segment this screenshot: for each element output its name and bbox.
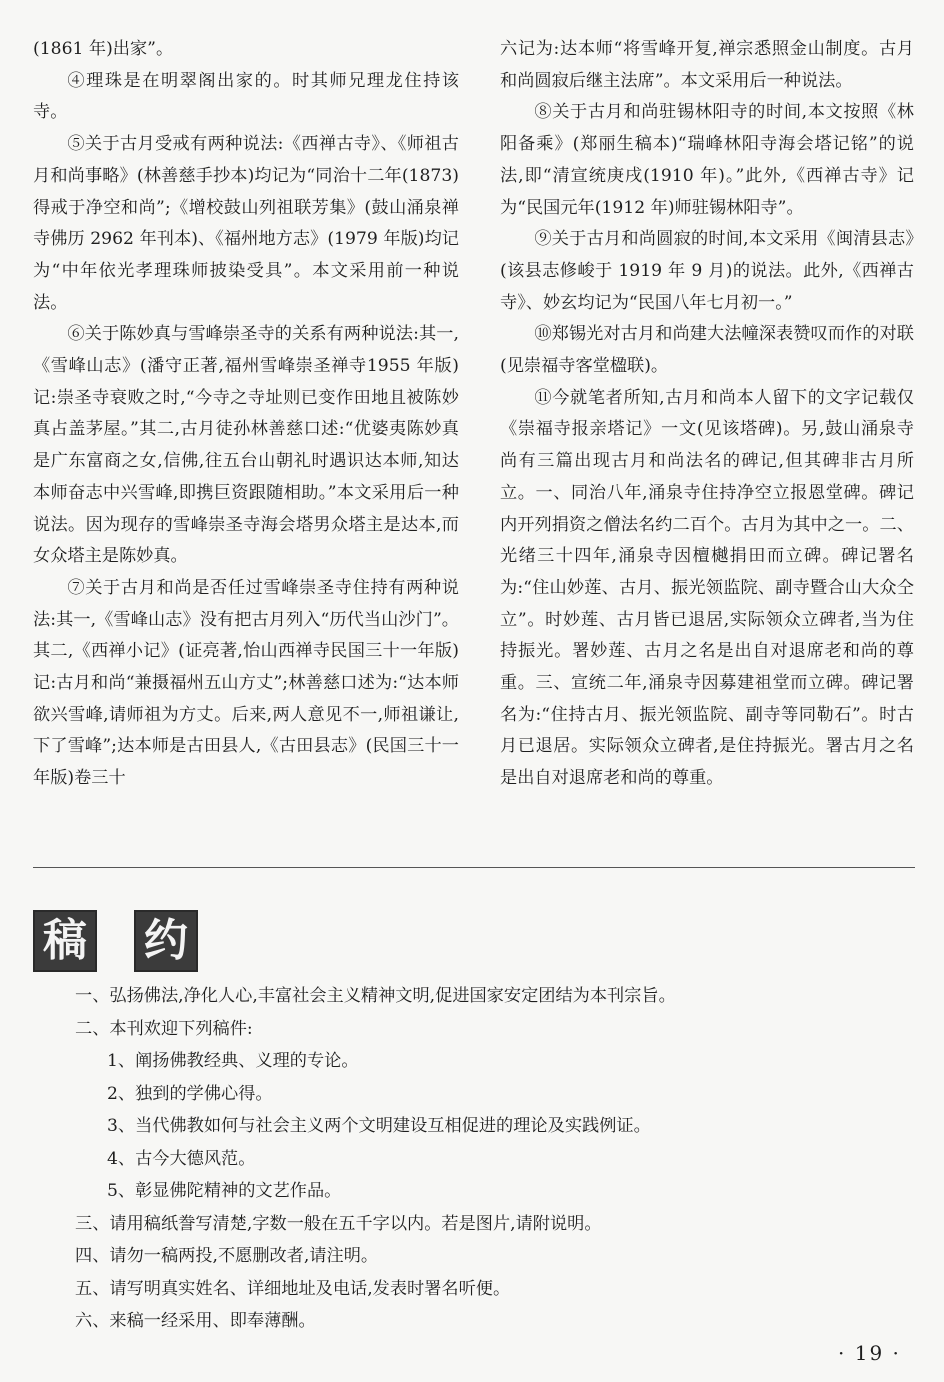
notice-heading-char-2: 约 (134, 910, 198, 972)
note-7-continuation: 六记为:达本师“将雪峰开复,禅宗悉照金山制度。古月和尚圆寂后继主法席”。本文采用后一种说法。 (500, 39, 914, 91)
note-7: ⑦关于古月和尚是否任过雪峰崇圣寺住持有两种说法:其一,《雪峰山志》没有把古月列入“历代当山沙门”。其二,《西禅小记》(证亮著,怡山西禅寺民国三十一年版)记:古月和尚“兼摄福州五山方丈”;林善慈口述为:“达本师欲兴雪峰,请师祖为方丈。后来,两人意见不一,师祖谦让,下了雪峰”;达本师是古田县人,《古田县志》(民国三十一年版)卷三十 (33, 577, 459, 789)
guideline-2-item-5: 5、彰显佛陀精神的文艺作品。 (107, 1181, 342, 1201)
guideline-2-item-4: 4、古今大德风范。 (107, 1148, 256, 1169)
right-column (500, 34, 914, 795)
left-column (33, 34, 459, 795)
note-9: ⑨关于古月和尚圆寂的时间,本文采用《闽清县志》(该县志修峻于 1919 年 9 月)的说法。此外,《西禅古寺》、妙玄均记为“民国八年七月初一。” (500, 229, 914, 313)
guideline-2-item-2: 2、独到的学佛心得。 (107, 1083, 273, 1104)
note-4: ④理珠是在明翠阁出家的。时其师兄理龙住持该寺。 (33, 70, 459, 123)
guideline-5: 五、请写明真实姓名、详细地址及电话,发表时署名听便。 (75, 1278, 511, 1299)
guideline-4: 四、请勿一稿两投,不愿删改者,请注明。 (75, 1246, 379, 1266)
section-divider (33, 867, 915, 868)
guideline-2-item-1: 1、阐扬佛教经典、义理的专论。 (107, 1051, 359, 1071)
guideline-2: 二、本刊欢迎下列稿件: (75, 1018, 253, 1039)
note-10: ⑩郑锡光对古月和尚建大法幢深表赞叹而作的对联(见崇福寺客堂楹联)。 (500, 324, 914, 377)
note-11: ⑪今就笔者所知,古月和尚本人留下的文字记载仅《崇福寺报亲塔记》一文(见该塔碑)。另,鼓山涌泉寺尚有三篇出现古月和尚法名的碑记,但其碑非古月所立。一、同治八年,涌泉寺住持净空立报恩堂碑。碑记内开列捐资之僧法名约二百个。古月为其中之一。二、光绪三十四年,涌泉寺因檀樾捐田而立碑。碑记署名为:“住山妙莲、古月、振光领监院、副寺暨合山大众仝立”。时妙莲、古月皆已退居,实际领众立碑者,当为住持振光。署妙莲、古月之名是出自对退席老和尚的尊重。三、宣统二年,涌泉寺因募建祖堂而立碑。碑记署名为:“住持古月、振光领监院、副寺等同勒石”。时古月已退居。实际领众立碑者,是住持振光。署古月之名是出自对退席老和尚的尊重。 (500, 387, 914, 789)
guideline-1: 一、弘扬佛法,净化人心,丰富社会主义精神文明,促进国家安定团结为本刊宗旨。 (75, 986, 676, 1006)
page-number: · 19 · (838, 1341, 901, 1365)
guideline-2-item-3: 3、当代佛教如何与社会主义两个文明建设互相促进的理论及实践例证。 (107, 1116, 651, 1136)
notice-heading-char-1: 稿 (33, 910, 97, 972)
note-5: ⑤关于古月受戒有两种说法:《西禅古寺》、《师祖古月和尚事略》(林善慈手抄本)均记为“同治十二年(1873)得戒于净空和尚”;《增校鼓山列祖联芳集》(鼓山涌泉禅寺佛历 2962 年刊本)、《福州地方志》(1979 年版)均记为“中年依光孝理珠师披染受具”。本文采用前一种说法。 (33, 134, 459, 313)
note-8: ⑧关于古月和尚驻锡林阳寺的时间,本文按照《林阳备乘》(郑丽生稿本)“瑞峰林阳寺海会塔记铭”的说法,即“清宣统庚戌(1910 年)。”此外,《西禅古寺》记为“民国元年(1912 年)师驻锡林阳寺”。 (500, 102, 914, 218)
submission-guidelines (75, 980, 915, 1338)
note-continuation: (1861 年)出家”。 (33, 39, 174, 59)
guideline-3: 三、请用稿纸誊写清楚,字数一般在五千字以内。若是图片,请附说明。 (75, 1213, 602, 1234)
note-6: ⑥关于陈妙真与雪峰崇圣寺的关系有两种说法:其一,《雪峰山志》(潘守正著,福州雪峰崇圣禅寺1955 年版)记:崇圣寺衰败之时,“今寺之寺址则已变作田地且被陈妙真占盖茅屋。”其二,古月徒孙林善慈口述:“优婆夷陈妙真是广东富商之女,信佛,往五台山朝礼时遇识达本师,知达本师奋志中兴雪峰,即携巨资跟随相助。”本文采用后一种说法。因为现存的雪峰崇圣寺海会塔男众塔主是达本,而女众塔主是陈妙真。 (33, 324, 459, 567)
guideline-6: 六、来稿一经采用、即奉薄酬。 (75, 1311, 316, 1331)
